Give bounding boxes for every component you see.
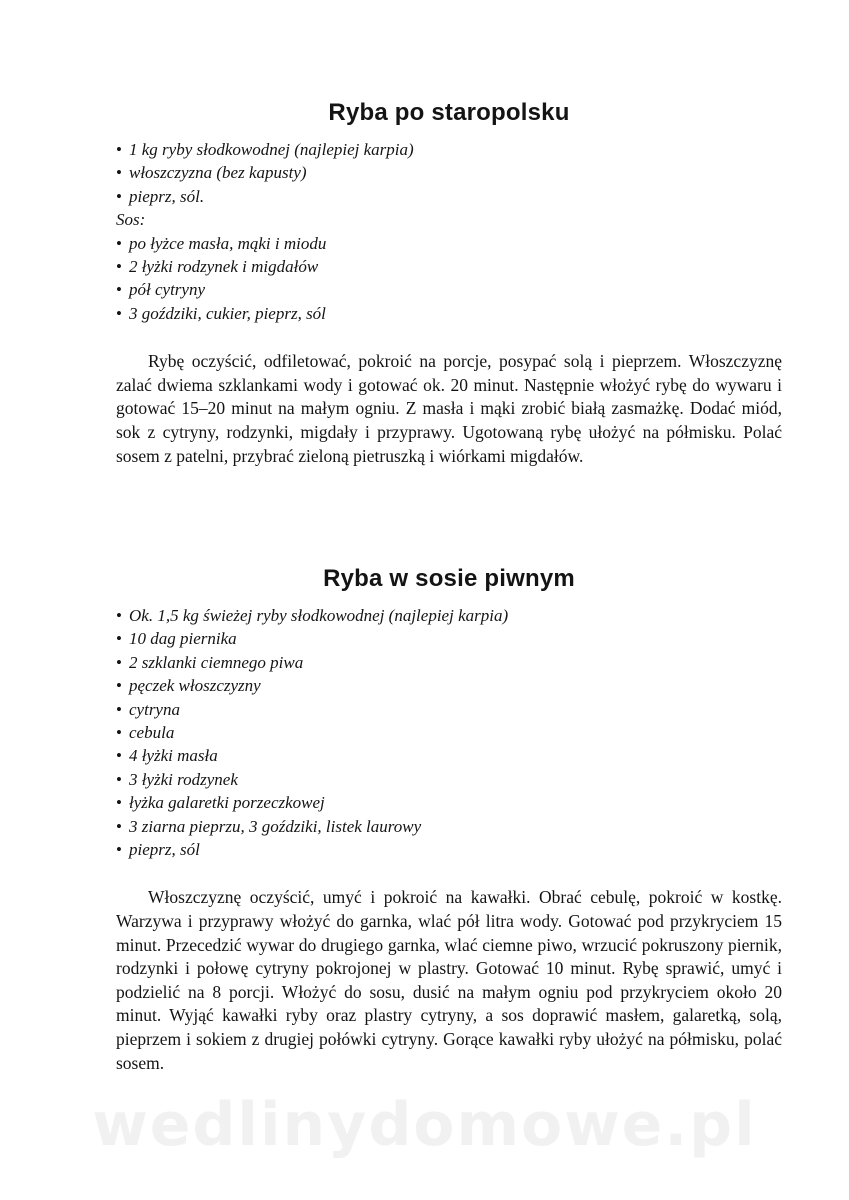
ingredient-item: • 4 łyżki masła bbox=[116, 744, 782, 767]
sauce-ingredient-item: • po łyżce masła, mąki i miodu bbox=[116, 232, 782, 255]
watermark: wedlinydomowe.pl bbox=[92, 1090, 757, 1160]
ingredient-item: • cytryna bbox=[116, 698, 782, 721]
ingredient-item: • włoszczyzna (bez kapusty) bbox=[116, 161, 782, 184]
ingredient-item: • 3 łyżki rodzynek bbox=[116, 768, 782, 791]
recipe-ryba-w-sosie-piwnym bbox=[116, 562, 782, 1075]
ingredient-item: • pieprz, sól. bbox=[116, 185, 782, 208]
recipe-ryba-po-staropolsku bbox=[116, 96, 782, 468]
ingredient-item: • pieprz, sól bbox=[116, 838, 782, 861]
ingredient-item: • łyżka galaretki porzeczkowej bbox=[116, 791, 782, 814]
recipe-instructions: Rybę oczyścić, odfiletować, pokroić na porcje, posypać solą i pieprzem. Włoszczyznę zalać dwiema szklankami wody i gotować ok. 20 minut. Następnie włożyć rybę do wywaru i gotować 15–20 minut na małym ogniu. Z masła i mąki zrobić białą zasmażkę. Dodać miód, sok z cytryny, rodzynki, migdały i przyprawy. Ugotowaną rybę ułożyć na półmisku. Polać sosem z patelni, przybrać zieloną pietruszką i wiórkami migdałów. bbox=[116, 351, 782, 466]
ingredient-item: • cebula bbox=[116, 721, 782, 744]
recipe-instructions: Włoszczyznę oczyścić, umyć i pokroić na kawałki. Obrać cebulę, pokroić w kostkę. Warzywa i przyprawy włożyć do garnka, wlać pół litra wody. Gotować pod przykryciem 15 minut. Przecedzić wywar do drugiego garnka, wlać ciemne piwo, wrzucić pokruszony piernik, rodzynki i połowę cytryny pokrojonej w plastry. Gotować 10 minut. Rybę sprawić, umyć i podzielić na 8 porcji. Włożyć do sosu, dusić na małym ogniu pod przykryciem około 20 minut. Wyjąć kawałki ryby oraz plastry cytryny, a sos doprawić masłem, galaretką, solą, pieprzem i sokiem z drugiej połówki cytryny. Gorące kawałki ryby ułożyć na półmisku, polać sosem. bbox=[116, 887, 782, 1073]
ingredient-item: • 3 ziarna pieprzu, 3 goździki, listek laurowy bbox=[116, 815, 782, 838]
ingredient-item: • 2 szklanki ciemnego piwa bbox=[116, 651, 782, 674]
sauce-ingredient-item: • 3 goździki, cukier, pieprz, sól bbox=[116, 302, 782, 325]
ingredient-item: • Ok. 1,5 kg świeżej ryby słodkowodnej (najlepiej karpia) bbox=[116, 604, 782, 627]
recipe-title: Ryba po staropolsku bbox=[328, 99, 570, 126]
ingredient-item: • pęczek włoszczyzny bbox=[116, 674, 782, 697]
ingredient-list bbox=[116, 138, 782, 325]
ingredient-item: • 10 dag piernika bbox=[116, 627, 782, 650]
sauce-heading: Sos: bbox=[116, 210, 146, 230]
ingredient-list bbox=[116, 604, 782, 861]
sauce-ingredient-item: • pół cytryny bbox=[116, 278, 782, 301]
recipe-title: Ryba w sosie piwnym bbox=[323, 565, 575, 592]
ingredient-item: • 1 kg ryby słodkowodnej (najlepiej karpia) bbox=[116, 138, 782, 161]
sauce-ingredient-item: • 2 łyżki rodzynek i migdałów bbox=[116, 255, 782, 278]
